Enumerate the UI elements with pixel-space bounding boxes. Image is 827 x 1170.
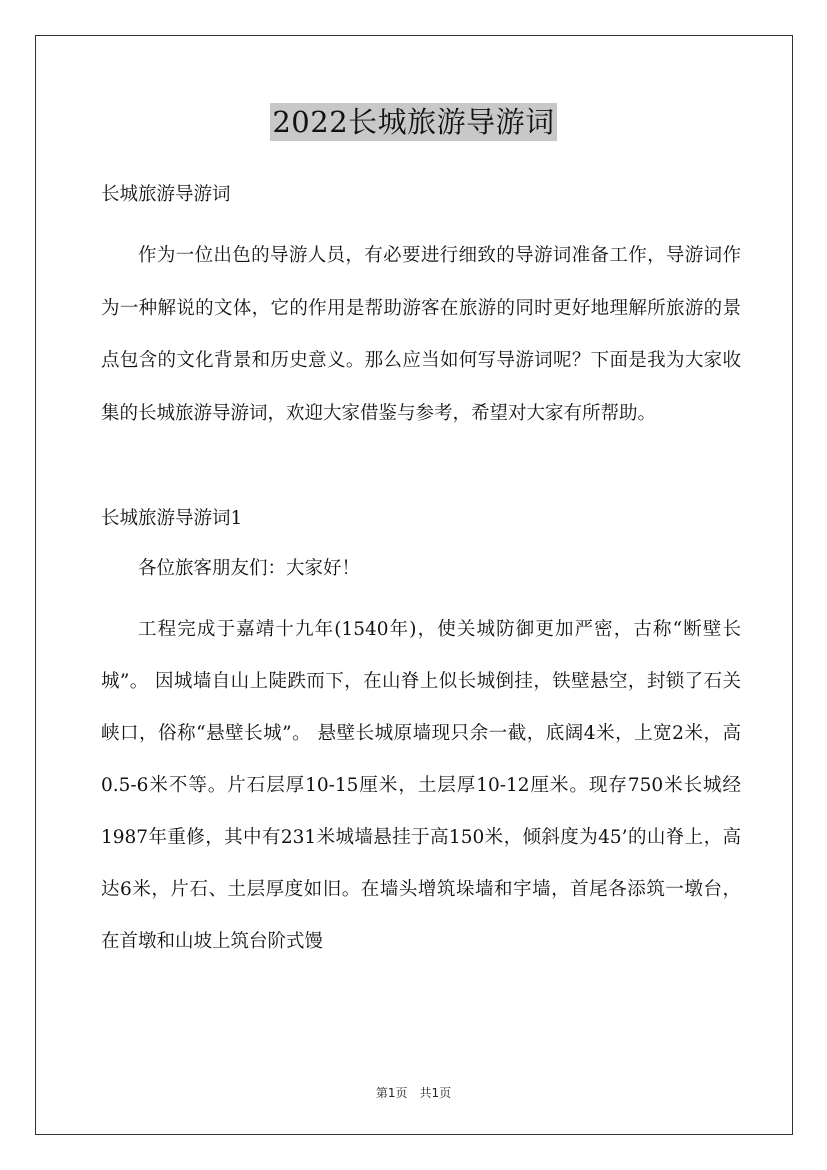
document-body [101, 180, 741, 968]
page-footer: 第1页 共1页 [375, 1086, 452, 1100]
section1-greeting: 各位旅客朋友们：大家好！ [138, 558, 361, 579]
section1-paragraph: 工程完成于嘉靖十九年(1540年)，使关城防御更加严密，古称“断壁长城”。 因城墙自山上陡跌而下，在山脊上似长城倒挂，铁壁悬空，封锁了石关峡口，俗称“悬壁长城”。 悬壁长城原墙现只余一截，底阔4米，上宽2米，高0.5-6米不等。片石层厚10-15厘米，土层厚10-12厘米。现存750米长城经1987年重修，其中有231米城墙悬挂于高150米，倾斜度为45’的山脊上，高达6米，片石、土层厚度如旧。在墙头增筑垛墙和宇墙，首尾各添筑一墩台，在首墩和山坡上筑台阶式馒 [101, 619, 741, 952]
intro-heading: 长城旅游导游词 [101, 184, 231, 205]
title-container [0, 103, 827, 141]
section1-heading: 长城旅游导游词1 [101, 508, 243, 529]
document-title: 2022长城旅游导游词 [272, 105, 555, 139]
spacer [101, 584, 741, 604]
spacer [101, 440, 741, 504]
intro-paragraph: 作为一位出色的导游人员，有必要进行细致的导游词准备工作，导游词作为一种解说的文体，它的作用是帮助游客在旅游的同时更好地理解所旅游的景点包含的文化背景和历史意义。那么应当如何写导游词呢？下面是我为大家收集的长城旅游导游词，欢迎大家借鉴与参考，希望对大家有所帮助。 [101, 245, 741, 424]
spacer [101, 534, 741, 554]
spacer [101, 210, 741, 230]
